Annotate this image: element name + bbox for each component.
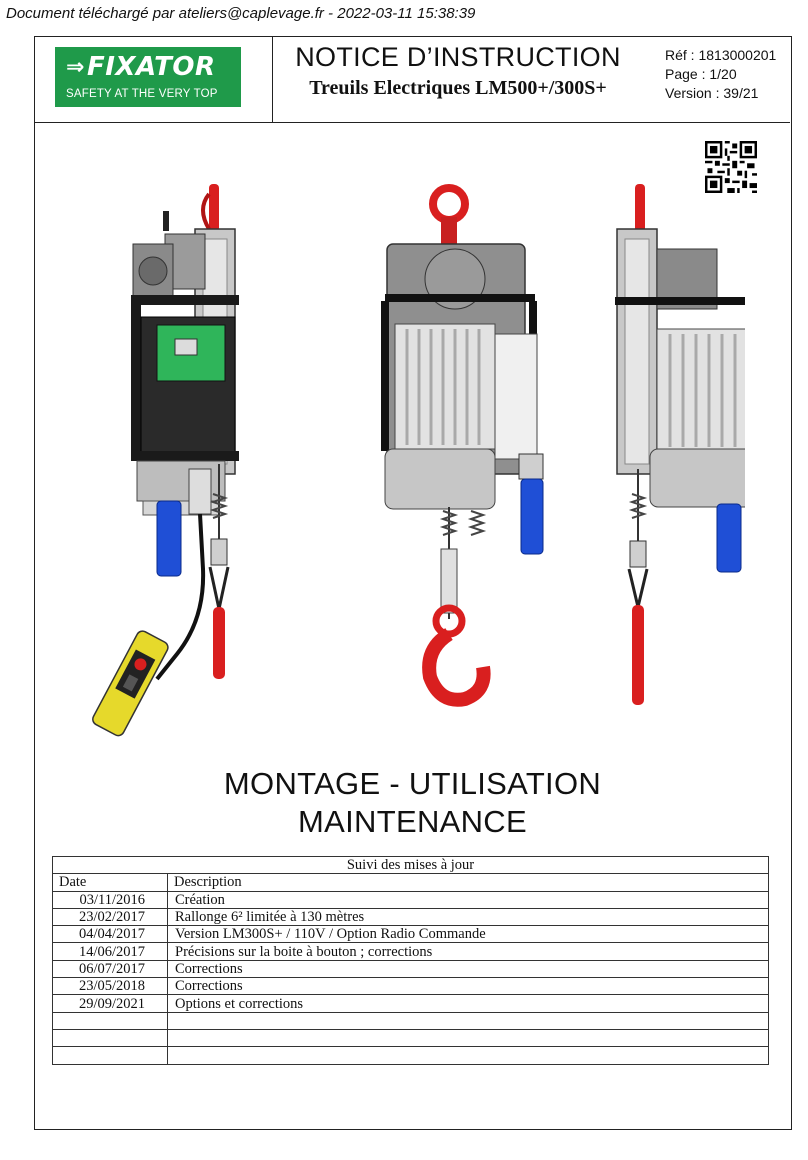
winch-illustration: [85, 149, 745, 759]
table-row: [53, 960, 769, 977]
row-description: [168, 1012, 769, 1029]
document-page: [34, 36, 792, 1130]
table-row: [53, 943, 769, 960]
row-description: Options et corrections: [168, 995, 769, 1012]
winch-left-view: [91, 184, 239, 738]
row-description: Corrections: [168, 960, 769, 977]
row-date: 04/04/2017: [53, 926, 168, 943]
row-description: [168, 1029, 769, 1046]
column-header-date: Date: [53, 874, 168, 891]
table-row: [53, 891, 769, 908]
table-row: [53, 978, 769, 995]
table-row: [53, 1012, 769, 1029]
row-date: [53, 1029, 168, 1046]
table-caption: Suivi des mises à jour: [53, 857, 769, 874]
download-banner: Document téléchargé par ateliers@caplevage.fr - 2022-03-11 15:38:39: [6, 5, 476, 22]
main-title-line-2: MAINTENANCE: [298, 804, 527, 839]
table-row: [53, 1047, 769, 1064]
winch-right-view: [615, 184, 745, 705]
row-description: [168, 1047, 769, 1064]
logo-tagline: SAFETY AT THE VERY TOP: [66, 88, 218, 100]
row-date: [53, 1012, 168, 1029]
row-date: 03/11/2016: [53, 891, 168, 908]
row-description: Rallonge 6² limitée à 130 mètres: [168, 908, 769, 925]
row-date: 14/06/2017: [53, 943, 168, 960]
table-row: [53, 1029, 769, 1046]
table-row: [53, 995, 769, 1012]
updates-table: [52, 856, 769, 1065]
column-header-description: Description: [168, 874, 769, 891]
title-cell: [273, 37, 643, 122]
document-subtitle: Treuils Electriques LM500+/300S+: [309, 77, 607, 99]
document-title: NOTICE D’INSTRUCTION: [295, 42, 621, 72]
main-title-line-1: MONTAGE - UTILISATION: [223, 766, 602, 801]
table-row: [53, 926, 769, 943]
row-description: Version LM300S+ / 110V / Option Radio Commande: [168, 926, 769, 943]
winch-center-view: [381, 188, 543, 700]
row-date: 06/07/2017: [53, 960, 168, 977]
row-date: 29/09/2021: [53, 995, 168, 1012]
row-description: Corrections: [168, 978, 769, 995]
row-description: Création: [168, 891, 769, 908]
row-date: [53, 1047, 168, 1064]
logo-brand: FIXATOR: [87, 52, 216, 82]
fixator-logo: [55, 47, 241, 107]
row-description: Précisions sur la boite à bouton ; corrections: [168, 943, 769, 960]
version-number: Version : 39/21: [665, 85, 759, 101]
row-date: 23/02/2017: [53, 908, 168, 925]
table-caption-row: [53, 857, 769, 874]
reference-block: [665, 46, 776, 103]
page-number: Page : 1/20: [665, 66, 737, 82]
reference-number: Réf : 1813000201: [665, 47, 777, 63]
table-header-row: [53, 874, 769, 891]
logo-cell: [35, 37, 273, 122]
row-date: 23/05/2018: [53, 978, 168, 995]
table-row: [53, 908, 769, 925]
logo-arrows-icon: ⇒: [66, 55, 79, 80]
document-header: [35, 37, 790, 123]
